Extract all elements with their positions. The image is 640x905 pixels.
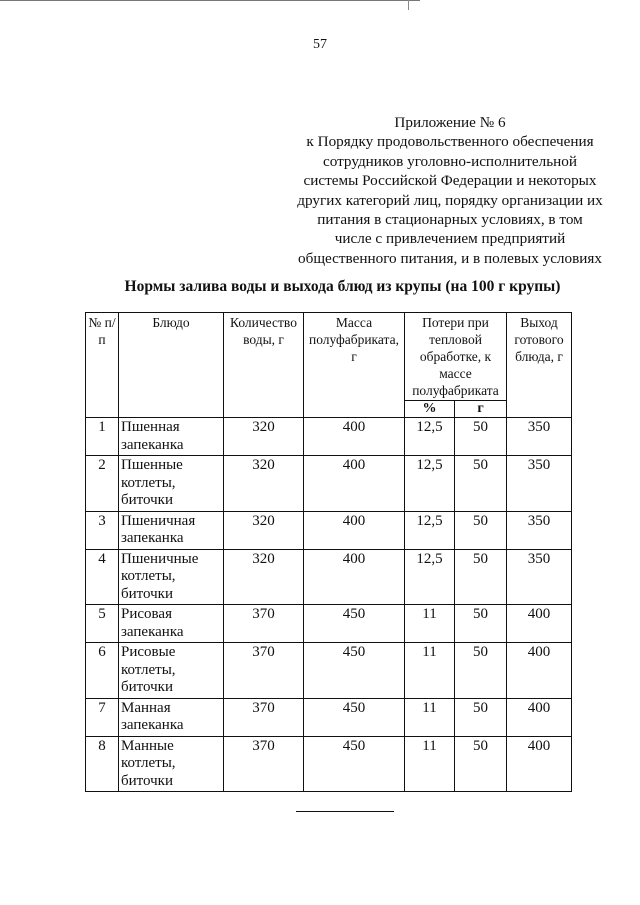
cell-semi-mass: 400: [304, 549, 405, 605]
cell-output: 350: [507, 456, 572, 512]
cell-loss-grams: 50: [455, 736, 507, 792]
header-number: № п/п: [86, 313, 119, 418]
cell-loss-percent: 12,5: [405, 456, 455, 512]
page-number: 57: [313, 37, 327, 52]
appendix-line: общественного питания, и в полевых условиях: [298, 249, 602, 267]
cell-output: 350: [507, 418, 572, 456]
scan-edge-mark: [408, 0, 409, 10]
cell-loss-grams: 50: [455, 456, 507, 512]
table-row: [86, 736, 572, 792]
cell-water: 370: [224, 643, 304, 699]
cell-number: 1: [86, 418, 119, 456]
cell-number: 2: [86, 456, 119, 512]
cell-loss-percent: 12,5: [405, 549, 455, 605]
cell-output: 400: [507, 643, 572, 699]
cell-semi-mass: 400: [304, 456, 405, 512]
cell-water: 320: [224, 418, 304, 456]
cell-output: 400: [507, 698, 572, 736]
cell-dish: Рисовые котлеты, биточки: [119, 643, 224, 699]
cell-dish: Пшенные котлеты, биточки: [119, 456, 224, 512]
cell-output: 350: [507, 511, 572, 549]
cell-loss-percent: 12,5: [405, 418, 455, 456]
cell-loss-grams: 50: [455, 549, 507, 605]
cell-dish: Пшеничная запеканка: [119, 511, 224, 549]
table-row: [86, 456, 572, 512]
table-row: [86, 549, 572, 605]
norms-table: [85, 312, 572, 792]
appendix-line: сотрудников уголовно-исполнительной: [322, 152, 578, 170]
header-dish: Блюдо: [119, 313, 224, 418]
cell-semi-mass: 450: [304, 605, 405, 643]
appendix-line: Приложение № 6: [394, 114, 506, 131]
footer-separator-line: [296, 811, 394, 812]
header-losses: Потери при тепловой обработке, к массе полуфабриката: [405, 313, 507, 401]
header-losses-grams: г: [455, 401, 507, 418]
cell-output: 400: [507, 736, 572, 792]
table-row: [86, 511, 572, 549]
cell-number: 6: [86, 643, 119, 699]
cell-water: 370: [224, 698, 304, 736]
cell-dish: Пшенная запеканка: [119, 418, 224, 456]
table-body: [86, 418, 572, 792]
document-title: Нормы залива воды и выхода блюд из крупы (на 100 г крупы): [124, 278, 561, 295]
cell-water: 320: [224, 456, 304, 512]
header-losses-percent: %: [405, 401, 455, 418]
appendix-header: [260, 113, 640, 268]
cell-number: 8: [86, 736, 119, 792]
cell-water: 370: [224, 736, 304, 792]
cell-loss-percent: 11: [405, 605, 455, 643]
cell-semi-mass: 400: [304, 511, 405, 549]
cell-semi-mass: 400: [304, 418, 405, 456]
cell-output: 400: [507, 605, 572, 643]
cell-loss-percent: 11: [405, 698, 455, 736]
appendix-line: к Порядку продовольственного обеспечения: [306, 133, 594, 151]
cell-output: 350: [507, 549, 572, 605]
scan-edge-top: [0, 0, 420, 1]
appendix-line: числе с привлечением предприятий: [334, 230, 566, 248]
cell-loss-percent: 12,5: [405, 511, 455, 549]
cell-loss-grams: 50: [455, 605, 507, 643]
cell-number: 3: [86, 511, 119, 549]
cell-number: 5: [86, 605, 119, 643]
cell-dish: Манная запеканка: [119, 698, 224, 736]
cell-loss-percent: 11: [405, 643, 455, 699]
cell-number: 7: [86, 698, 119, 736]
appendix-line: других категорий лиц, порядку организации их: [297, 191, 603, 209]
cell-loss-grams: 50: [455, 643, 507, 699]
appendix-line: системы Российской Федерации и некоторых: [303, 172, 597, 190]
cell-dish: Рисовая запеканка: [119, 605, 224, 643]
cell-semi-mass: 450: [304, 736, 405, 792]
header-semi-mass: Масса полуфабриката, г: [304, 313, 405, 418]
cell-semi-mass: 450: [304, 643, 405, 699]
table-row: [86, 698, 572, 736]
table-row: [86, 605, 572, 643]
cell-loss-grams: 50: [455, 698, 507, 736]
cell-water: 320: [224, 549, 304, 605]
appendix-line: питания в стационарных условиях, в том: [317, 211, 583, 229]
header-output: Выход готового блюда, г: [507, 313, 572, 418]
table-row: [86, 643, 572, 699]
cell-dish: Манные котлеты, биточки: [119, 736, 224, 792]
header-water: Количество воды, г: [224, 313, 304, 418]
cell-water: 320: [224, 511, 304, 549]
table-row: [86, 418, 572, 456]
cell-loss-grams: 50: [455, 511, 507, 549]
cell-semi-mass: 450: [304, 698, 405, 736]
cell-dish: Пшеничные котлеты, биточки: [119, 549, 224, 605]
cell-loss-grams: 50: [455, 418, 507, 456]
cell-water: 370: [224, 605, 304, 643]
cell-number: 4: [86, 549, 119, 605]
cell-loss-percent: 11: [405, 736, 455, 792]
